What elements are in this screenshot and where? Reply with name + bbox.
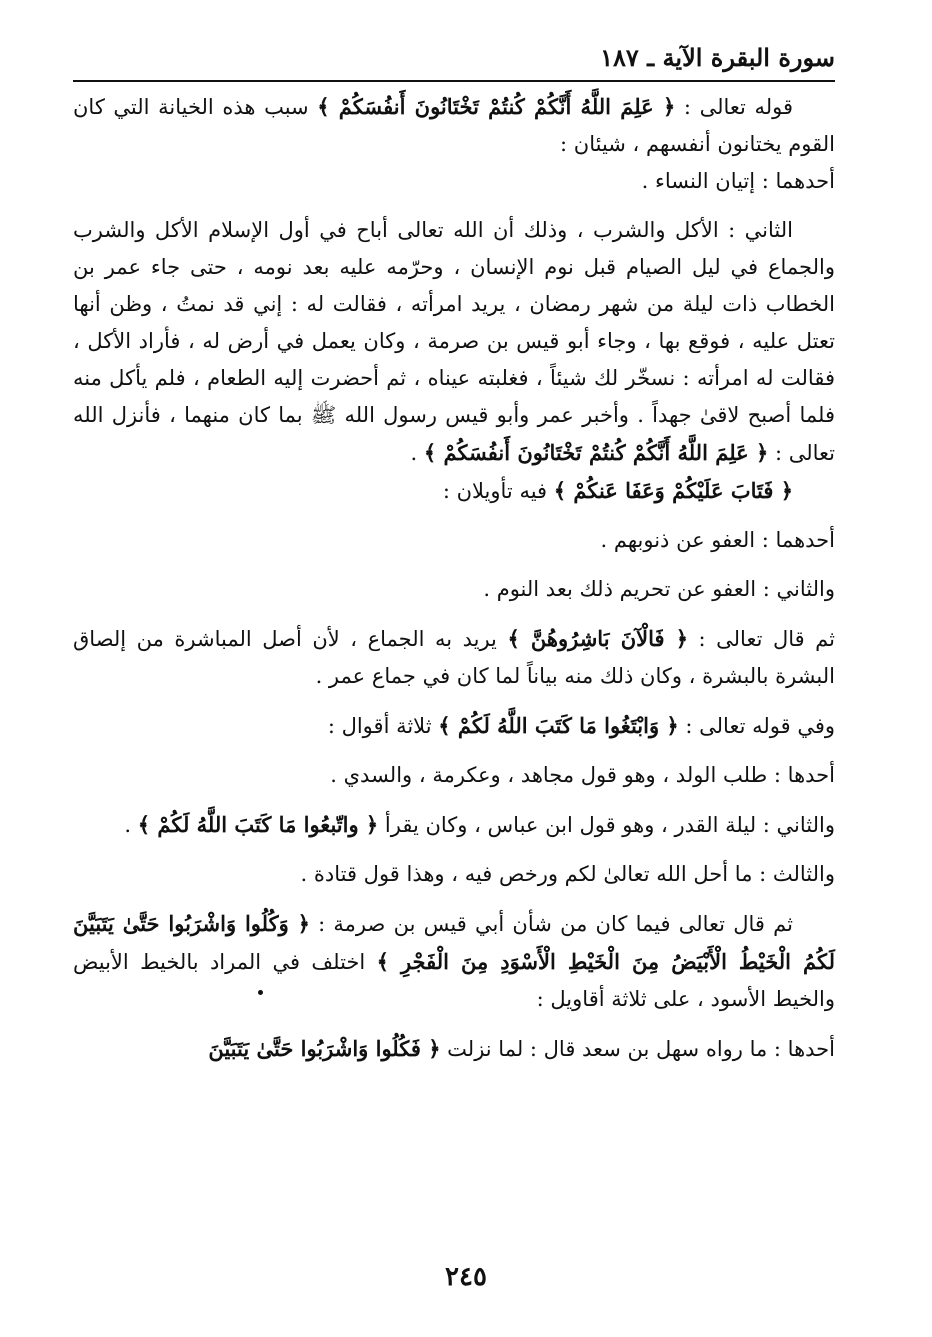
paragraph bbox=[73, 522, 835, 559]
text-run: والثاني : ليلة القدر ، وهو قول ابن عباس ، وكان يقرأ bbox=[378, 813, 835, 837]
text-run: ثم قال تعالى : bbox=[688, 627, 835, 651]
text-run: . bbox=[124, 813, 138, 837]
paragraph bbox=[73, 806, 835, 844]
quran-verse: ﴿ واتّبعُوا مَا كَتَبَ اللَّهُ لَكُمْ ﴾ bbox=[137, 812, 379, 837]
page-number: ٢٤٥ bbox=[445, 1262, 487, 1292]
text-run: ثلاثة أقوال : bbox=[327, 714, 439, 738]
text-run: أحدها : ما رواه سهل بن سعد قال : لما نزلت bbox=[440, 1037, 835, 1061]
text-run: قوله تعالى : bbox=[675, 95, 793, 119]
paragraph bbox=[73, 163, 835, 200]
quran-verse: ﴿ فَتَابَ عَلَيْكُمْ وَعَفَا عَنكُمْ ﴾ bbox=[553, 478, 793, 503]
print-speck bbox=[258, 990, 263, 995]
text-run: أحدها : طلب الولد ، وهو قول مجاهد ، وعكرمة ، والسدي . bbox=[330, 763, 835, 787]
page-body bbox=[73, 88, 835, 1080]
text-run: الثاني : الأكل والشرب ، وذلك أن الله تعالى أباح في أول الإسلام الأكل والشرب والجماع في ليل الصيام قبل نوم الإنسان ، وحرّمه عليه بعد نومه ، حتى جاء عمر بن الخطاب ذات ليلة من شهر رمضان ، يريد امرأته ، فقالت له : إني قد نمتُ ، وظن أنها تعتل عليه ، فوقع بها ، وجاء أبو قيس بن صرمة ، وكان يعمل في أرض له ، فأراد الأكل ، فقالت له امرأته : نسخّر لك شيئاً ، فغلبته عيناه ، ثم أحضرت إليه الطعام ، فلم يأكل منه فلما أصبح لاقىٰ جهداً . وأخبر عمر وأبو قيس رسول الله ﷺ بما كان منهما ، فأنزل الله تعالى : bbox=[73, 218, 835, 465]
running-head: سورة البقرة الآية ـ ١٨٧ bbox=[600, 43, 835, 72]
text-run: . bbox=[410, 441, 424, 465]
paragraph bbox=[73, 88, 835, 163]
paragraph bbox=[73, 472, 835, 510]
paragraph bbox=[73, 707, 835, 745]
header-rule bbox=[73, 80, 835, 82]
paragraph bbox=[73, 571, 835, 608]
text-run: والثاني : العفو عن تحريم ذلك بعد النوم . bbox=[483, 577, 835, 601]
text-run: اختلف في المراد بالخيط الأبيض والخيط الأسود ، على ثلاثة أقاويل : bbox=[73, 950, 835, 1011]
text-run: وفي قوله تعالى : bbox=[678, 714, 835, 738]
text-run: أحدهما : العفو عن ذنوبهم . bbox=[600, 528, 835, 552]
paragraph bbox=[73, 620, 835, 695]
paragraph bbox=[73, 757, 835, 794]
quran-verse: ﴿ عَلِمَ اللَّهُ أَنَّكُمْ كُنتُمْ تَخْتَانُونَ أَنفُسَكُمْ ﴾ bbox=[423, 440, 769, 465]
text-run: فيه تأويلان : bbox=[442, 479, 554, 503]
text-run: سبب هذه الخيانة التي كان القوم يختانون أنفسهم ، شيئان : bbox=[73, 95, 835, 156]
quran-verse: ﴿ وَابْتَغُوا مَا كَتَبَ اللَّهُ لَكُمْ ﴾ bbox=[438, 713, 679, 738]
text-run: والثالث : ما أحل الله تعالىٰ لكم ورخص فيه ، وهذا قول قتادة . bbox=[300, 862, 835, 886]
paragraph bbox=[73, 212, 835, 472]
quran-verse: ﴿ فَالْآنَ بَاشِرُوهُنَّ ﴾ bbox=[507, 626, 689, 651]
quran-verse: ﴿ وَكُلُوا وَاشْرَبُوا حَتَّىٰ يَتَبَيَّنَ لَكُمُ الْخَيْطُ الْأَبْيَضُ مِنَ الْخَيْطِ الْأَسْوَدِ مِنَ الْفَجْرِ ﴾ bbox=[73, 911, 835, 974]
text-run: ثم قال تعالى فيما كان من شأن أبي قيس بن صرمة : bbox=[309, 912, 793, 936]
paragraph bbox=[73, 1030, 835, 1068]
paragraph bbox=[73, 856, 835, 893]
text-run: يريد به الجماع ، لأن أصل المباشرة من إلصاق البشرة بالبشرة ، وكان ذلك منه بياناً لما كان في جماع عمر . bbox=[73, 627, 835, 688]
text-run: أحدهما : إتيان النساء . bbox=[641, 169, 835, 193]
quran-verse: ﴿ عَلِمَ اللَّهُ أَنَّكُمْ كُنتُمْ تَخْتَانُونَ أَنفُسَكُمْ ﴾ bbox=[317, 94, 676, 119]
paragraph bbox=[73, 905, 835, 1018]
quran-verse: ﴿ فَكُلُوا وَاشْرَبُوا حَتَّىٰ يَتَبَيَّنَ bbox=[208, 1036, 441, 1061]
